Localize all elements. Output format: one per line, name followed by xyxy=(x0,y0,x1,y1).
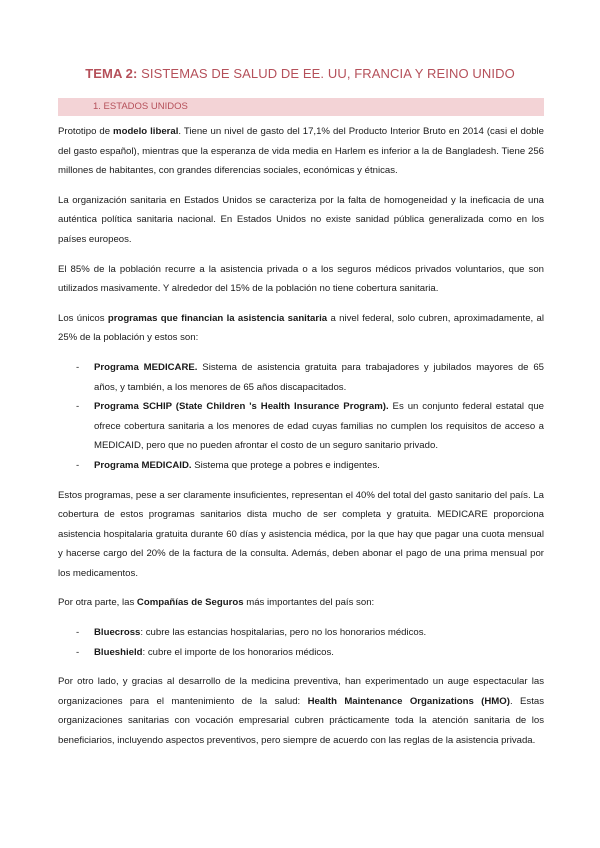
paragraph-hmo: Por otro lado, y gracias al desarrollo de la medicina preventiva, han experimentado un auge espectacular las organizaciones para el mantenimiento de la salud: Health Maintenance Organizations (HMO). Estas organizaciones sanitarias con vocación empresarial cubren prácticamente toda la atención sanitaria de los beneficiarios, incluyendo aspectos preventivos, pero siempre de acuerdo con las reglas de la asistencia privada. xyxy=(58,676,545,747)
document-body xyxy=(58,122,544,761)
document-title: TEMA 2: SISTEMAS DE SALUD DE EE. UU, FRANCIA Y REINO UNIDO xyxy=(85,66,515,81)
paragraph-intro: Prototipo de modelo liberal. Tiene un nivel de gasto del 17,1% del Producto Interior Bruto en 2014 (casi el doble del gasto español), mientras que la esperanza de vida media en Harlem es inferior a la de Bangladesh. Tiene 256 millones de habitantes, con grandes diferencias sociales, económicas y étnicas. xyxy=(58,126,545,177)
insurers-list xyxy=(58,623,544,662)
list-item: - Blueshield: cubre el importe de los honorarios médicos. xyxy=(76,646,334,658)
programs-list xyxy=(58,358,544,476)
paragraph-programs-intro: Los únicos programas que financian la asistencia sanitaria a nivel federal, solo cubren, aproximadamente, al 25% de la población y estos son: xyxy=(58,312,545,344)
list-item: - Bluecross: cubre las estancias hospitalarias, pero no los honorarios médicos. xyxy=(76,627,427,639)
paragraph-programs-cost: Estos programas, pese a ser claramente insuficientes, representan el 40% del total del gasto sanitario del país. La cobertura de estos programas sanitarios dista mucho de ser completa y gratuita. MEDICARE proporciona asistencia hospitalaria gratuita durante 60 días y asistencia médica, por la que hay que pagar una cuota mensual y hacerse cargo del 20% de la factura de la consulta. Además, deben abonar el pago de una prima mensual por los medicamentos. xyxy=(58,489,544,579)
list-item: - Programa MEDICAID. Sistema que protege a pobres e indigentes. xyxy=(76,459,380,471)
paragraph-population: El 85% de la población recurre a la asistencia privada o a los seguros médicos privados voluntarios, que son utilizados masivamente. Y alrededor del 15% de la población no tiene cobertura sanitaria. xyxy=(58,263,544,295)
paragraph-insurers-intro: Por otra parte, las Compañías de Seguros más importantes del país son: xyxy=(58,597,375,609)
paragraph-organization: La organización sanitaria en Estados Unidos se caracteriza por la falta de homogeneidad y la ineficacia de una auténtica política sanitaria nacional. En Estados Unidos no existe sanidad pública generalizada como en los países europeos. xyxy=(58,194,544,245)
section-heading-bar xyxy=(58,98,544,116)
list-item: - Programa SCHIP (State Children 's Health Insurance Program). Es un conjunto federal estatal que ofrece cobertura sanitaria a los menores de edad cuyas familias no cumplen los requisitos de acceso a MEDICAID, pero que no pueden afrontar el costo de un seguro sanitario privado. xyxy=(76,401,544,452)
section-heading: 1. ESTADOS UNIDOS xyxy=(93,101,188,112)
list-item: - Programa MEDICARE. Sistema de asistencia gratuita para trabajadores y jubilados mayores de 65 años, y también, a los menores de 65 años discapacitados. xyxy=(76,361,544,393)
